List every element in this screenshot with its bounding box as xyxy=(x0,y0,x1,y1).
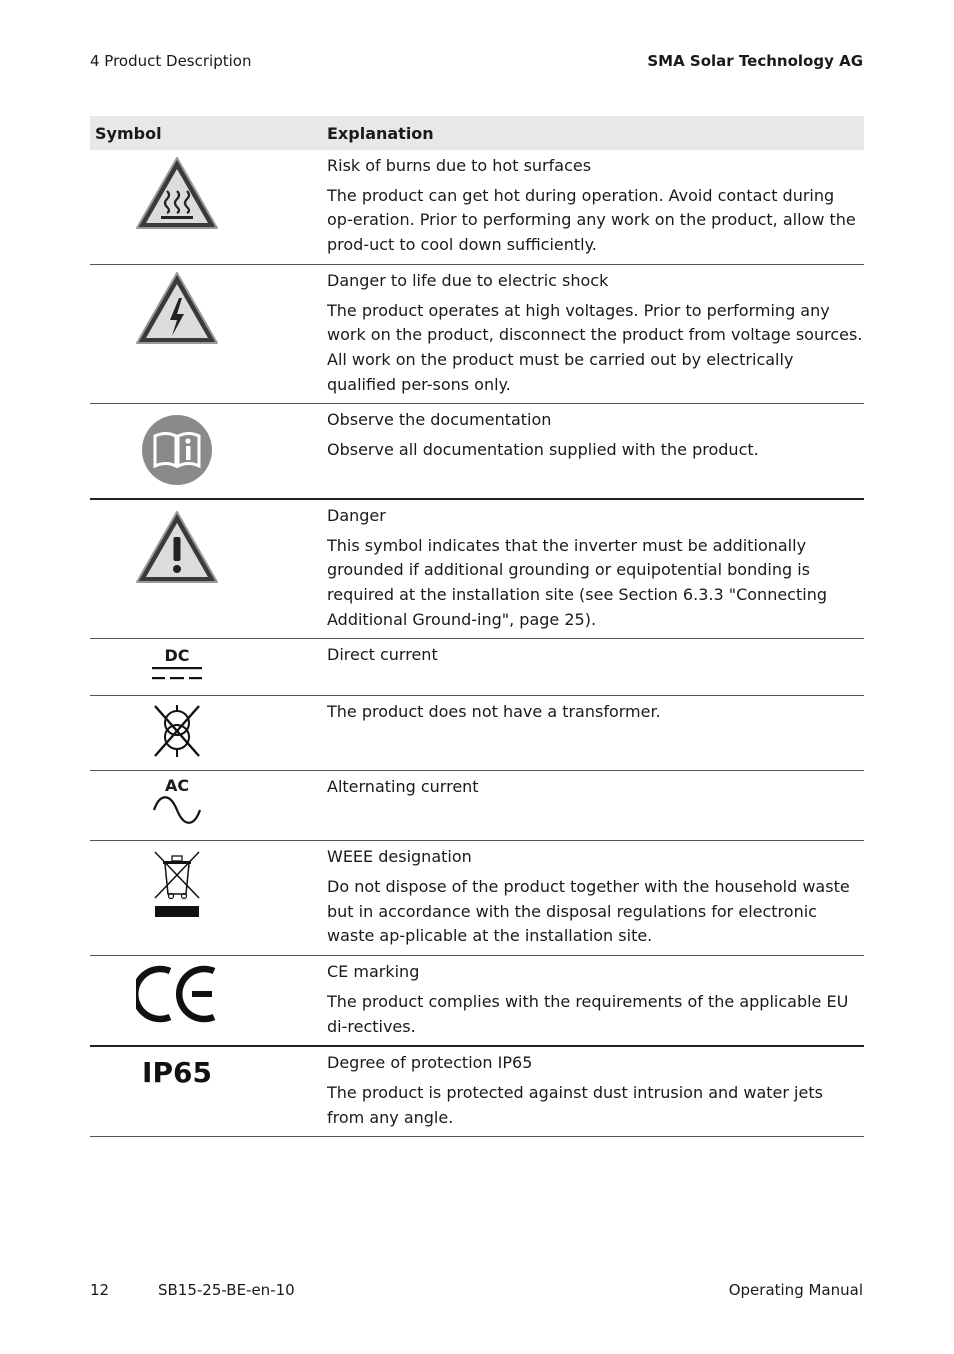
row-title: Risk of burns due to hot surfaces xyxy=(327,156,592,175)
col-explanation-header: Explanation xyxy=(327,116,864,150)
row-text: The product complies with the requirements of the applicable EU di-rectives. xyxy=(327,991,849,1036)
table-header-row xyxy=(90,116,864,150)
weee-bin-icon xyxy=(153,850,201,920)
document-code: SB15-25-BE-en-10 xyxy=(158,1281,295,1299)
table-row xyxy=(90,1046,864,1137)
table-row xyxy=(90,841,864,956)
table-row xyxy=(90,150,864,264)
ac-label: AC xyxy=(164,776,190,796)
row-title: Danger to life due to electric shock xyxy=(327,270,609,290)
col-symbol-header: Symbol xyxy=(90,116,327,150)
row-text: Do not dispose of the product together with the household waste but in accordance with the disposal regulations for electronic waste ap-plicable at the installation site. xyxy=(327,877,850,946)
row-text: The product operates at high voltages. Prior to performing any work on the product, disconnect the product from voltage sources. All work on the product must be carried out by electrically qualified per-sons only. xyxy=(327,300,863,394)
table-row xyxy=(90,696,864,771)
documentation-icon xyxy=(141,414,213,486)
row-text: The product is protected against dust intrusion and water jets from any angle. xyxy=(327,1082,823,1127)
table-row xyxy=(90,771,864,841)
row-text: Observe all documentation supplied with the product. xyxy=(327,440,759,460)
ce-mark-icon xyxy=(136,963,218,1025)
dc-label: DC xyxy=(164,646,190,666)
table-row xyxy=(90,639,864,696)
row-title: WEEE designation xyxy=(327,847,472,867)
manual-title: Operating Manual xyxy=(728,1281,863,1299)
no-transformer-icon xyxy=(152,703,202,759)
row-title: CE marking xyxy=(327,962,420,982)
table-row xyxy=(90,499,864,639)
row-title: Danger xyxy=(327,505,386,525)
table-row xyxy=(90,404,864,499)
symbol-table xyxy=(90,116,864,1137)
table-row xyxy=(90,956,864,1047)
row-text: The product can get hot during operation. Avoid contact during op-eration. Prior to performing any work on the product, allow the prod-uct to cool down sufficiently. xyxy=(327,185,856,255)
ac-icon xyxy=(152,776,202,825)
page-number: 12 xyxy=(90,1281,110,1299)
dc-icon xyxy=(151,646,203,681)
hot-surface-warning-icon xyxy=(134,155,220,231)
row-title: Degree of protection IP65 xyxy=(327,1053,533,1073)
row-title: Observe the documentation xyxy=(327,410,552,430)
row-title: The product does not have a transformer. xyxy=(327,702,661,722)
electric-shock-warning-icon xyxy=(134,270,220,346)
table-row xyxy=(90,264,864,404)
header-company: SMA Solar Technology AG xyxy=(647,52,863,70)
row-title: Alternating current xyxy=(327,777,479,797)
general-danger-icon xyxy=(134,509,220,585)
row-text: This symbol indicates that the inverter must be additionally grounded if additional grounding or equipotential bonding is required at the installation site (see Section 6.3.3 "Connecting Additional Ground-ing", page 25). xyxy=(327,535,827,629)
ip65-icon: IP65 xyxy=(142,1056,212,1090)
row-title: Direct current xyxy=(327,645,438,665)
header-section: 4 Product Description xyxy=(90,52,252,70)
